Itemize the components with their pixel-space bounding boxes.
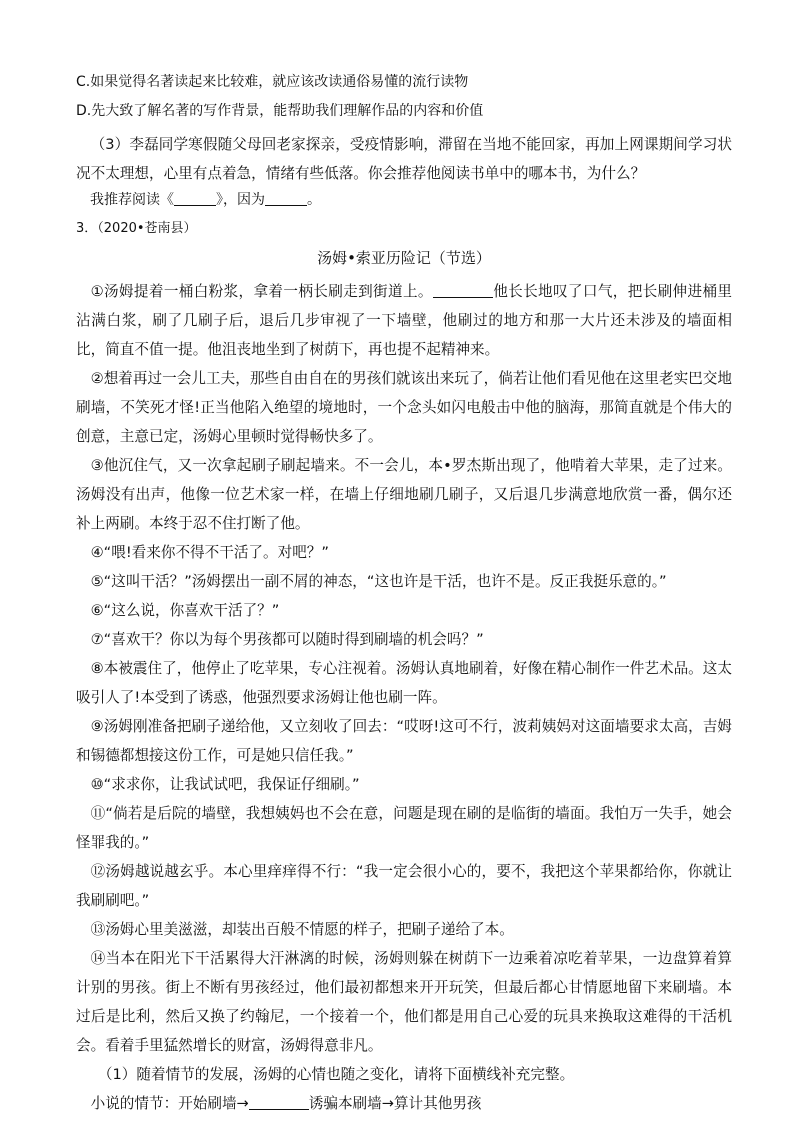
paragraph-1-blank[interactable] (433, 283, 493, 298)
paragraph-4: ④“喂!看来你不得不干活了。对吧？” (90, 544, 329, 561)
paragraph-1-start: ①汤姆提着一桶白粉浆，拿着一柄长刷走到街道上。 (90, 283, 433, 300)
recommend-prefix: 我推荐阅读《 (90, 192, 174, 208)
plot-blank[interactable] (249, 1095, 309, 1110)
paragraph-1 (76, 277, 732, 364)
paragraph-2: ②想着再过一会儿工夫，那些自由自在的男孩们就该出来玩了，倘若让他们看见他在这里老实巴交地刷墙，不笑死才怪!正当他陷入绝望的境地时，一个念头如闪电般击中他的脑海，那简直就是个伟大的创意，主意已定，汤姆心里顿时觉得畅快多了。 (76, 370, 732, 445)
question-3-heading: 3．（2020•苍南县） (76, 221, 197, 236)
plot-prefix: 小说的情节：开始刷墙→ (90, 1095, 249, 1112)
paragraph-9: ⑨汤姆刚准备把刷子递给他，又立刻收了回去：“哎呀!这可不行，波莉姨妈对这面墙要求太高，吉姆和锡德都想接这份工作，可是她只信任我。” (76, 718, 732, 764)
passage-title: 汤姆•索亚历险记（节选） (317, 249, 491, 267)
recommend-line (76, 190, 732, 210)
recommend-suffix: 。 (307, 192, 321, 208)
book-blank[interactable] (174, 191, 216, 206)
option-d: D.先大致了解名著的写作背景，能帮助我们理解作品的内容和价值 (76, 103, 484, 119)
recommend-middle: 》，因为 (216, 192, 265, 208)
paragraph-13: ⑬汤姆心里美滋滋，却装出百般不情愿的样子，把刷子递给了本。 (90, 921, 514, 938)
paragraph-3: ③他沉住气，又一次拿起刷子刷起墙来。不一会儿，本•罗杰斯出现了，他啃着大苹果，走了过来。汤姆没有出声，他像一位艺术家一样，在墙上仔细地刷几刷子，又后退几步满意地欣赏一番，偶尔还补上两刷。本终于忍不住打断了他。 (76, 457, 732, 532)
paragraph-8: ⑧本被震住了，他停止了吃苹果，专心注视着。汤姆认真地刷着，好像在精心制作一件艺术品。这太吸引人了!本受到了诱惑，他强烈要求汤姆让他也刷一阵。 (76, 660, 732, 706)
paragraph-7: ⑦“喜欢干？你以为每个男孩都可以随时得到刷墙的机会吗？” (90, 631, 484, 648)
question-3-sub: （3）李磊同学寒假随父母回老家探亲，受疫情影响，滞留在当地不能回家，再加上网课期间学习状况不太理想，心里有点着急，情绪有些低落。你会推荐他阅读书单中的哪本书，为什么？ (76, 136, 732, 182)
paragraph-1-rest: 他长长地叹了口气，把长刷伸进桶里沾满白浆，刷了几刷子后，退后几步审视了一下墙壁，他刷过的地方和那一大片还未涉及的墙面相比，简直不值一提。他沮丧地坐到了树荫下，再也提不起精神来。 (76, 283, 732, 358)
plot-line (76, 1089, 732, 1118)
reason-blank[interactable] (265, 191, 307, 206)
plot-suffix: 诱骗本刷墙→算计其他男孩 (308, 1095, 482, 1112)
paragraph-12: ⑫汤姆越说越玄乎。本心里痒痒得不行：“我一定会很小心的，要不，我把这个苹果都给你，你就让我刷刷吧。” (76, 863, 732, 909)
option-c: C.如果觉得名著读起来比较难，就应该改读通俗易懂的流行读物 (76, 74, 469, 90)
paragraph-14: ⑭当本在阳光下干活累得大汗淋漓的时候，汤姆则躲在树荫下一边乘着凉吃着苹果，一边盘算着算计别的男孩。街上不断有男孩经过，他们最初都想来开开玩笑，但最后都心甘情愿地留下来刷墙。本过后是比利，然后又换了约翰尼，一个接着一个，他们都是用自己心爱的玩具来换取这难得的干活机会。看着手里猛然增长的财富，汤姆得意非凡。 (76, 950, 732, 1054)
paragraph-5: ⑤“这叫干活？”汤姆摆出一副不屑的神态，“这也许是干活，也许不是。反正我挺乐意的。” (90, 573, 667, 590)
paragraph-11: ⑪“倘若是后院的墙壁，我想姨妈也不会在意，问题是现在刷的是临街的墙面。我怕万一失手，她会怪罪我的。” (76, 805, 732, 851)
question-1: （1）随着情节的发展，汤姆的心情也随之变化，请将下面横线补充完整。 (97, 1066, 575, 1083)
paragraph-6: ⑥“这么说，你喜欢干活了？” (90, 602, 280, 619)
paragraph-10: ⑩“求求你，让我试试吧，我保证仔细刷。” (90, 776, 360, 793)
